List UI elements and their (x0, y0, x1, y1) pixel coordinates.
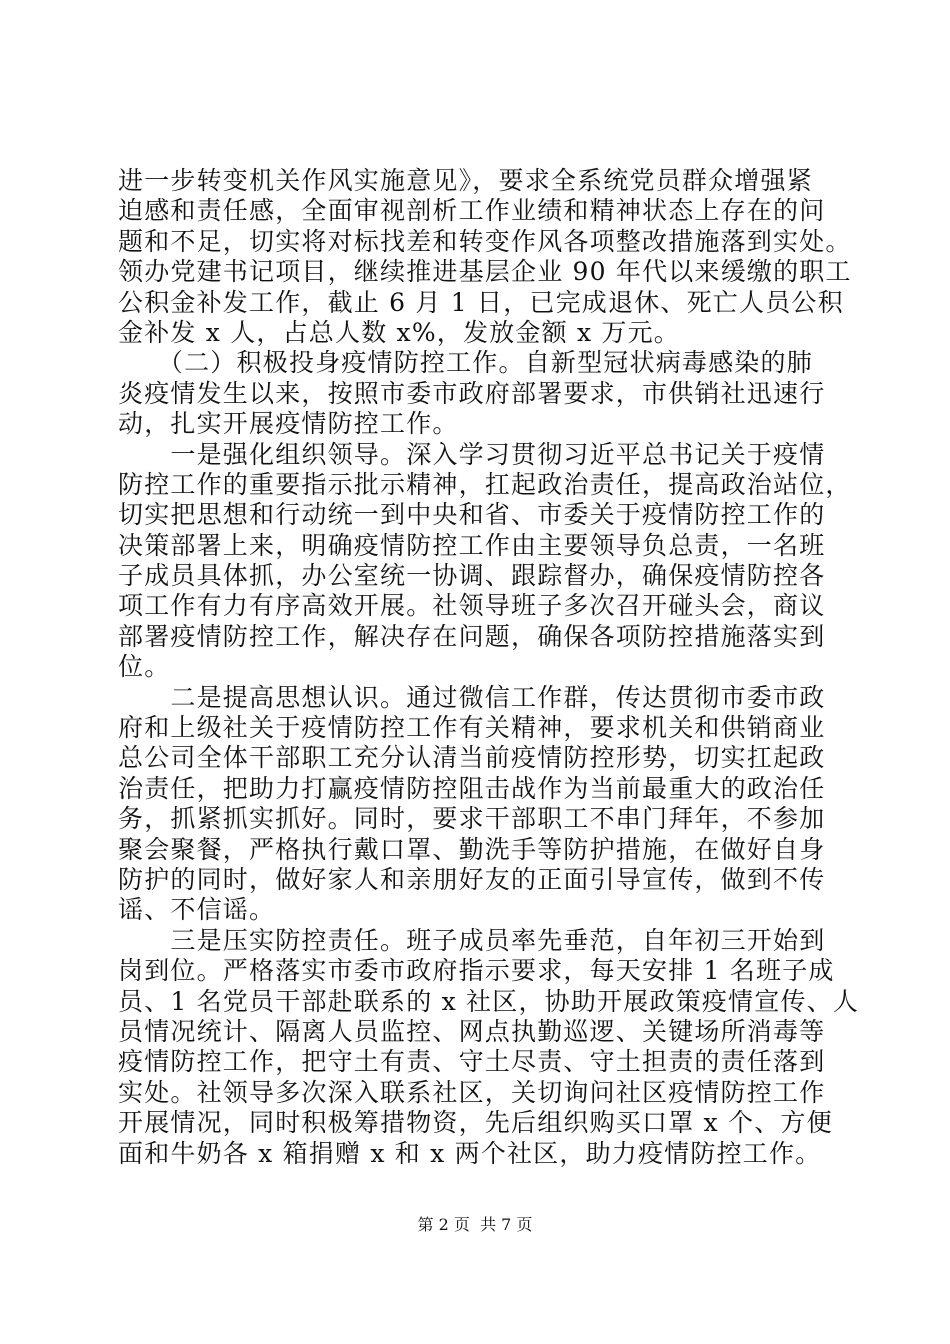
text-line: 谣、不信谣。 (118, 895, 276, 925)
text-line: 员情况统计、隔离人员监控、网点执勤巡逻、关键场所消毒等 (118, 1016, 826, 1046)
text-line: 面和牛奶各 x 箱捐赠 x 和 x 两个社区，助力疫情防控工作。 (118, 1138, 822, 1168)
text-line: 公积金补发工作，截止 6 月 1 日，已完成退休、死亡人员公积 (118, 287, 844, 317)
page-footer: 第 2 页 共 7 页 (417, 1215, 533, 1234)
text-line: 切实把思想和行动统一到中央和省、市委关于疫情防控工作的 (118, 500, 826, 530)
text-line: 动，扎实开展疫情防控工作。 (118, 409, 459, 439)
document-body (118, 166, 860, 1169)
paragraph-start-line: 二是提高思想认识。通过微信工作群，传达贯彻市委市政 (118, 682, 826, 712)
text-line: 府和上级社关于疫情防控工作有关精神，要求机关和供销商业 (118, 713, 826, 743)
text-line: 实处。社领导多次深入联系社区，关切询问社区疫情防控工作 (118, 1077, 826, 1107)
text-line: 总公司全体干部职工充分认清当前疫情防控形势，切实扛起政 (118, 743, 826, 773)
text-line: 部署疫情防控工作，解决存在问题，确保各项防控措施落实到 (118, 621, 826, 651)
text-line: 疫情防控工作，把守土有责、守土尽责、守土担责的责任落到 (118, 1047, 826, 1077)
text-line: 防控工作的重要指示批示精神，扛起政治责任，提高政治站位， (118, 469, 852, 499)
text-line: 题和不足，切实将对标找差和转变作风各项整改措施落到实处。 (118, 226, 852, 256)
text-line: 领办党建书记项目，继续推进基层企业 90 年代以来缓缴的职工 (118, 257, 852, 287)
text-line: 项工作有力有序高效开展。社领导班子多次召开碰头会，商议 (118, 591, 826, 621)
text-line: 务，抓紧抓实抓好。同时，要求干部职工不串门拜年，不参加 (118, 804, 826, 834)
paragraph-start-line: 三是压实防控责任。班子成员率先垂范，自年初三开始到 (118, 925, 826, 955)
text-line: 迫感和责任感，全面审视剖析工作业绩和精神状态上存在的问 (118, 196, 826, 226)
section-heading-line: （二）积极投身疫情防控工作。自新型冠状病毒感染的肺 (118, 348, 813, 378)
text-line: 岗到位。严格落实市委市政府指示要求，每天安排 1 名班子成 (118, 956, 835, 986)
text-line: 位。 (118, 652, 171, 682)
text-line: 子成员具体抓，办公室统一协调、跟踪督办，确保疫情防控各 (118, 561, 826, 591)
text-line: 防护的同时，做好家人和亲朋好友的正面引导宣传，做到不传 (118, 864, 826, 894)
text-line: 决策部署上来，明确疫情防控工作由主要领导负总责，一名班 (118, 530, 826, 560)
text-line: 金补发 x 人，占总人数 x%，发放金额 x 万元。 (118, 317, 680, 347)
text-line: 开展情况，同时积极筹措物资，先后组织购买口罩 x 个、方便 (118, 1108, 833, 1138)
text-line: 员、1 名党员干部赴联系的 x 社区，协助开展政策疫情宣传、人 (118, 986, 860, 1016)
text-line: 炎疫情发生以来，按照市委市政府部署要求，市供销社迅速行 (118, 378, 826, 408)
paragraph-start-line: 一是强化组织领导。深入学习贯彻习近平总书记关于疫情 (118, 439, 826, 469)
text-line: 进一步转变机关作风实施意见》，要求全系统党员群众增强紧 (118, 166, 813, 195)
text-line: 治责任，把助力打赢疫情防控阻击战作为当前最重大的政治任 (118, 773, 826, 803)
text-line: 聚会聚餐，严格执行戴口罩、勤洗手等防护措施，在做好自身 (118, 834, 826, 864)
